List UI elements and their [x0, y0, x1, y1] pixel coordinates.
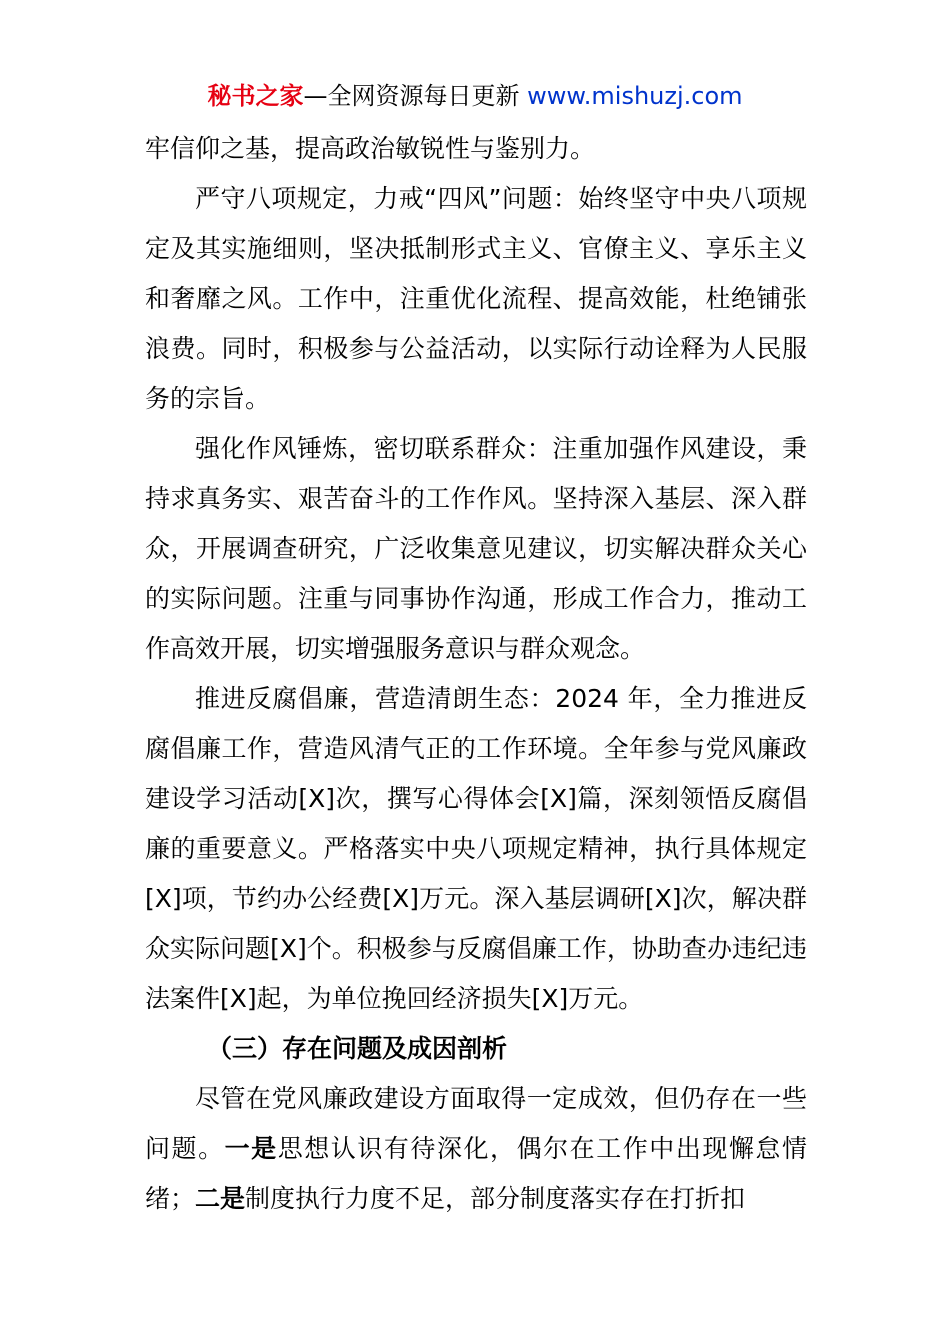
paragraph-problems — [145, 1074, 807, 1224]
site-header — [0, 80, 950, 112]
paragraph-work-style: 强化作风锤炼，密切联系群众：注重加强作风建设，秉持求真务实、艰苦奋斗的工作作风。坚持深入基层、深入群众，开展调查研究，广泛收集意见建议，切实解决群众关心的实际问题。注重与同事协作沟通，形成工作合力，推动工作高效开展，切实增强服务意识与群众观念。 — [145, 434, 807, 663]
point-two-label: 二是 — [195, 1184, 246, 1213]
document-body — [145, 124, 807, 1224]
section-heading: （三）存在问题及成因剖析 — [207, 1034, 508, 1063]
site-brand: 秘书之家 — [207, 82, 304, 110]
problems-intro: 尽管在党风廉政建设方面取得一定成效，但仍存在一些问题。 — [145, 1084, 807, 1163]
site-tagline: —全网资源每日更新 — [303, 82, 528, 110]
point-one-text: 思想认识有待深化，偶尔在工作中出现懈怠情绪； — [145, 1134, 807, 1213]
paragraph-continuation: 牢信仰之基，提高政治敏锐性与鉴别力。 — [145, 134, 596, 163]
paragraph-anti-corruption: 推进反腐倡廉，营造清朗生态：2024 年，全力推进反腐倡廉工作，营造风清气正的工作环境。全年参与党风廉政建设学习活动[X]次，撰写心得体会[X]篇，深刻领悟反腐倡廉的重要意义。严格落实中央八项规定精神，执行具体规定[X]项，节约办公经费[X]万元。深入基层调研[X]次，解决群众实际问题[X]个。积极参与反腐倡廉工作，协助查办违纪违法案件[X]起，为单位挽回经济损失[X]万元。 — [145, 684, 807, 1013]
paragraph-eight-rules: 严守八项规定，力戒“四风”问题：始终坚守中央八项规定及其实施细则，坚决抵制形式主义、官僚主义、享乐主义和奢靡之风。工作中，注重优化流程、提高效能，杜绝铺张浪费。同时，积极参与公益活动，以实际行动诠释为人民服务的宗旨。 — [145, 184, 807, 413]
site-url-link[interactable]: www.mishuzj.com — [527, 82, 743, 110]
point-two-text: 制度执行力度不足，部分制度落实存在打折扣 — [245, 1184, 746, 1213]
point-one-label: 一是 — [224, 1134, 278, 1163]
